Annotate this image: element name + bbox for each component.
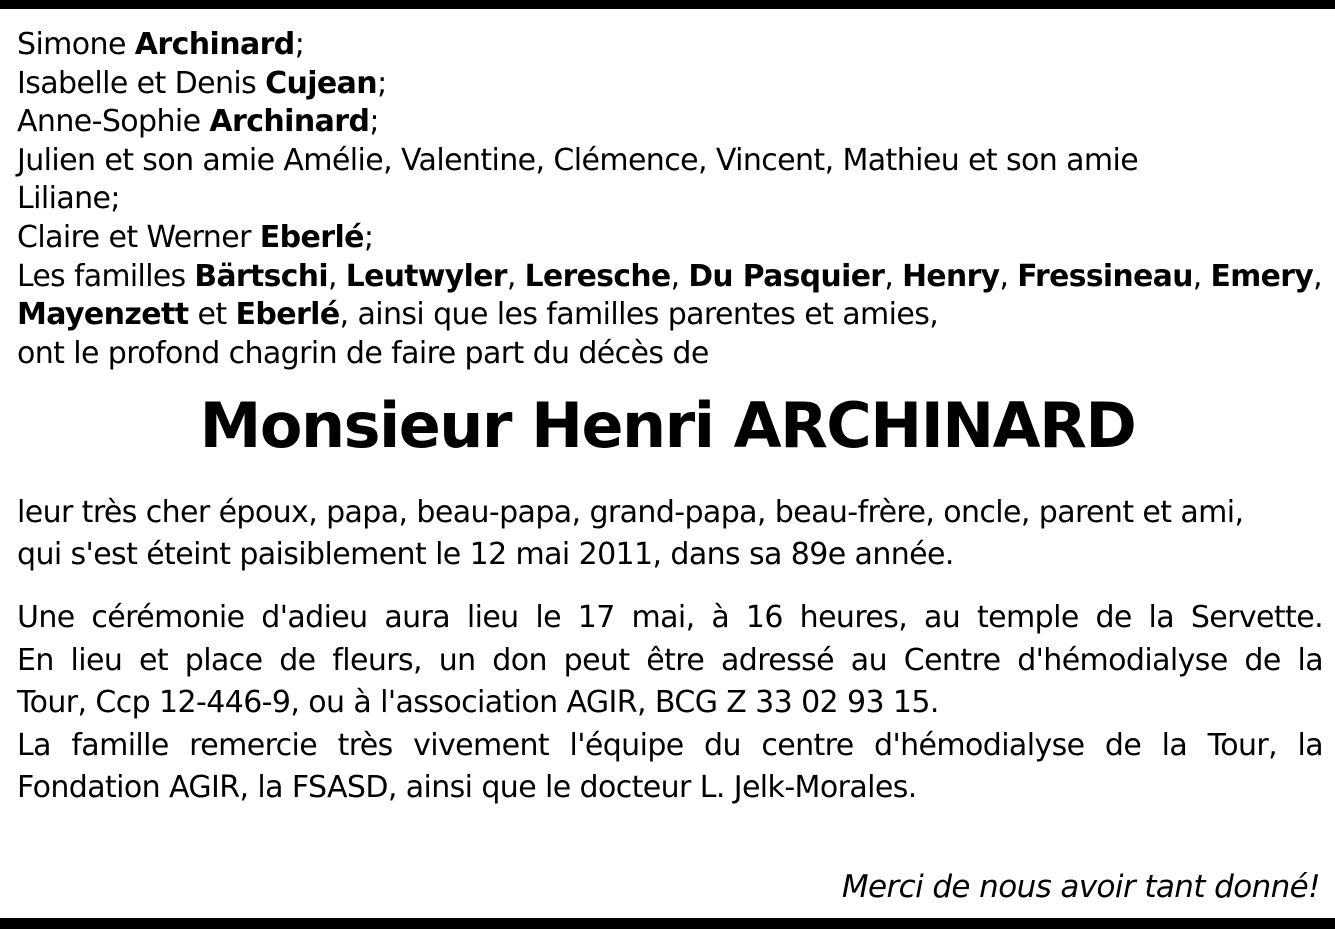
tribute-paragraph: [17, 492, 1243, 575]
tribute-line-2: qui s'est éteint paisiblement le 12 mai 2011, dans sa 89e année.: [17, 536, 954, 572]
family-line-5: Liliane;: [17, 181, 120, 217]
ceremony-line-2: En lieu et place de fleurs, un don peut être adressé au Centre d'hémodialyse de la: [17, 642, 1323, 678]
ceremony-line-1: Une cérémonie d'adieu aura lieu le 17 mai, à 16 heures, au temple de la Servette.: [17, 600, 1323, 635]
ceremony-line-5: Fondation AGIR, la FSASD, ainsi que le docteur L. Jelk-Morales.: [17, 770, 917, 806]
family-line-3: Anne-Sophie Archinard;: [17, 104, 379, 140]
family-line-9: ont le profond chagrin de faire part du décès de: [17, 335, 709, 371]
family-line-1: Simone Archinard;: [17, 27, 305, 62]
ceremony-line-4: La famille remercie très vivement l'équipe du centre d'hémodialyse de la Tour, la: [17, 727, 1323, 763]
top-border-rule: [0, 0, 1335, 9]
family-line-2: Isabelle et Denis Cujean;: [17, 65, 387, 101]
family-announcement: [17, 26, 1333, 373]
family-line-4: Julien et son amie Amélie, Valentine, Clémence, Vincent, Mathieu et son amie: [17, 142, 1139, 178]
deceased-name-heading: Monsieur Henri ARCHINARD: [199, 389, 1136, 462]
tribute-line-1: leur très cher époux, papa, beau-papa, grand-papa, beau-frère, oncle, parent et ami,: [17, 495, 1244, 530]
ceremony-line-3: Tour, Ccp 12-446-9, ou à l'association AGIR, BCG Z 33 02 93 15.: [17, 685, 939, 721]
closing-phrase: Merci de nous avoir tant donné!: [841, 869, 1320, 905]
bottom-border-rule: [0, 918, 1335, 929]
family-line-6: Claire et Werner Eberlé;: [17, 219, 374, 255]
family-line-8: Mayenzett et Eberlé, ainsi que les familles parentes et amies,: [17, 297, 939, 333]
family-line-7: Les familles Bärtschi, Leutwyler, Leresche, Du Pasquier, Henry, Fressineau, Emery,: [17, 258, 1323, 294]
ceremony-paragraph: [17, 597, 1323, 810]
